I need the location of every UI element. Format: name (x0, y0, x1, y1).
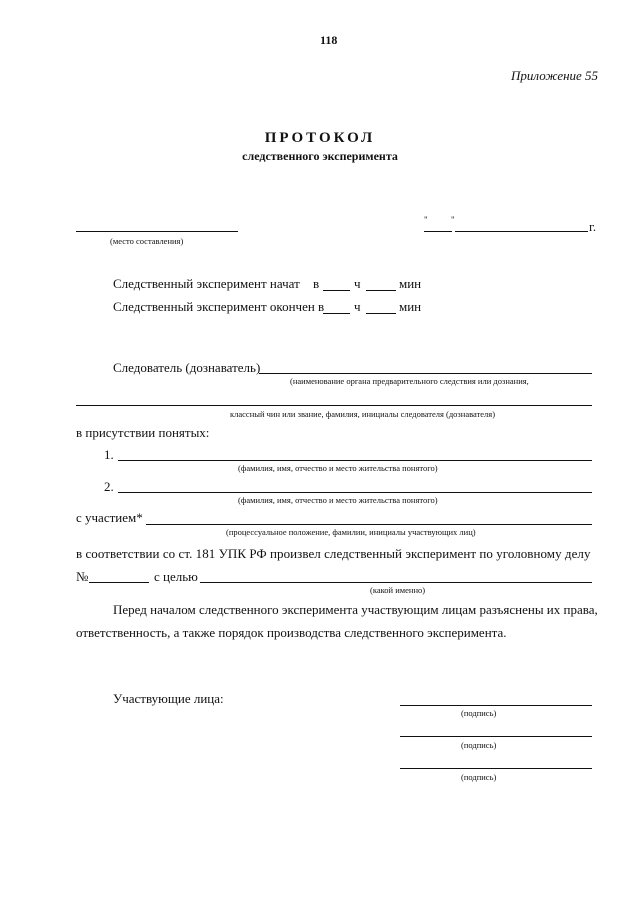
participants-label: Участвующие лица: (113, 691, 224, 706)
signature-1-caption: (подпись) (461, 708, 497, 718)
investigator-rank-line (76, 405, 592, 406)
purpose-caption: (какой именно) (370, 585, 426, 595)
start-minute-line (366, 290, 396, 291)
investigator-label: Следователь (дознаватель) (113, 360, 261, 375)
end-hour-line (323, 313, 350, 314)
start-in-word: в (313, 276, 320, 291)
participation-label: с участием* (76, 510, 143, 525)
purpose-label: с целью (154, 569, 198, 584)
start-hour-abbr: ч (354, 276, 361, 291)
start-hour-line (323, 290, 350, 291)
witness-2-caption: (фамилия, имя, отчество и место жительства понятого) (238, 495, 438, 505)
case-number-line (89, 582, 149, 583)
page-number: 118 (320, 33, 338, 47)
article-line: в соответствии со ст. 181 УПК РФ произвел следственный эксперимент по уголовному делу (76, 546, 591, 561)
witness-2-line (118, 492, 592, 493)
witness-1-line (118, 460, 592, 461)
participation-caption: (процессуальное положение, фамилии, инициалы участвующих лиц) (226, 527, 476, 537)
place-caption: (место составления) (110, 236, 184, 246)
date-month-line (455, 231, 588, 232)
date-quote-close: " (451, 215, 455, 225)
date-quote-open: " (424, 215, 428, 225)
appendix-label: Приложение 55 (511, 68, 599, 83)
signature-3-caption: (подпись) (461, 772, 497, 782)
date-year-suffix: г. (589, 219, 597, 234)
signature-1-line (400, 705, 592, 706)
end-label: Следственный эксперимент окончен в (113, 299, 325, 314)
witness-2-number: 2. (104, 479, 114, 494)
investigator-organ-caption: (наименование органа предварительного следствия или дознания, (290, 376, 529, 386)
place-line (76, 231, 238, 232)
investigator-rank-caption: классный чин или звание, фамилия, инициалы следователя (дознавателя) (230, 409, 496, 419)
witnesses-label: в присутствии понятых: (76, 425, 210, 440)
investigator-line (259, 373, 592, 374)
participation-line (146, 524, 592, 525)
signature-2-line (400, 736, 592, 737)
document-title: ПРОТОКОЛ (264, 130, 376, 146)
signature-3-line (400, 768, 592, 769)
rights-paragraph-line-1: Перед началом следственного эксперимента участвующим лицам разъяснены их права, (113, 602, 598, 617)
signature-2-caption: (подпись) (461, 740, 497, 750)
start-minute-abbr: мин (399, 276, 422, 291)
end-hour-abbr: ч (354, 299, 361, 314)
start-label: Следственный эксперимент начат (113, 276, 300, 291)
date-day-line (424, 231, 452, 232)
end-minute-abbr: мин (399, 299, 422, 314)
case-number-label: № (76, 569, 89, 584)
witness-1-number: 1. (104, 447, 114, 462)
end-minute-line (366, 313, 396, 314)
document-subtitle: следственного эксперимента (242, 149, 398, 163)
rights-paragraph-line-2: ответственность, а также порядок производства следственного эксперимента. (76, 625, 507, 640)
purpose-line (200, 582, 592, 583)
witness-1-caption: (фамилия, имя, отчество и место жительства понятого) (238, 463, 438, 473)
